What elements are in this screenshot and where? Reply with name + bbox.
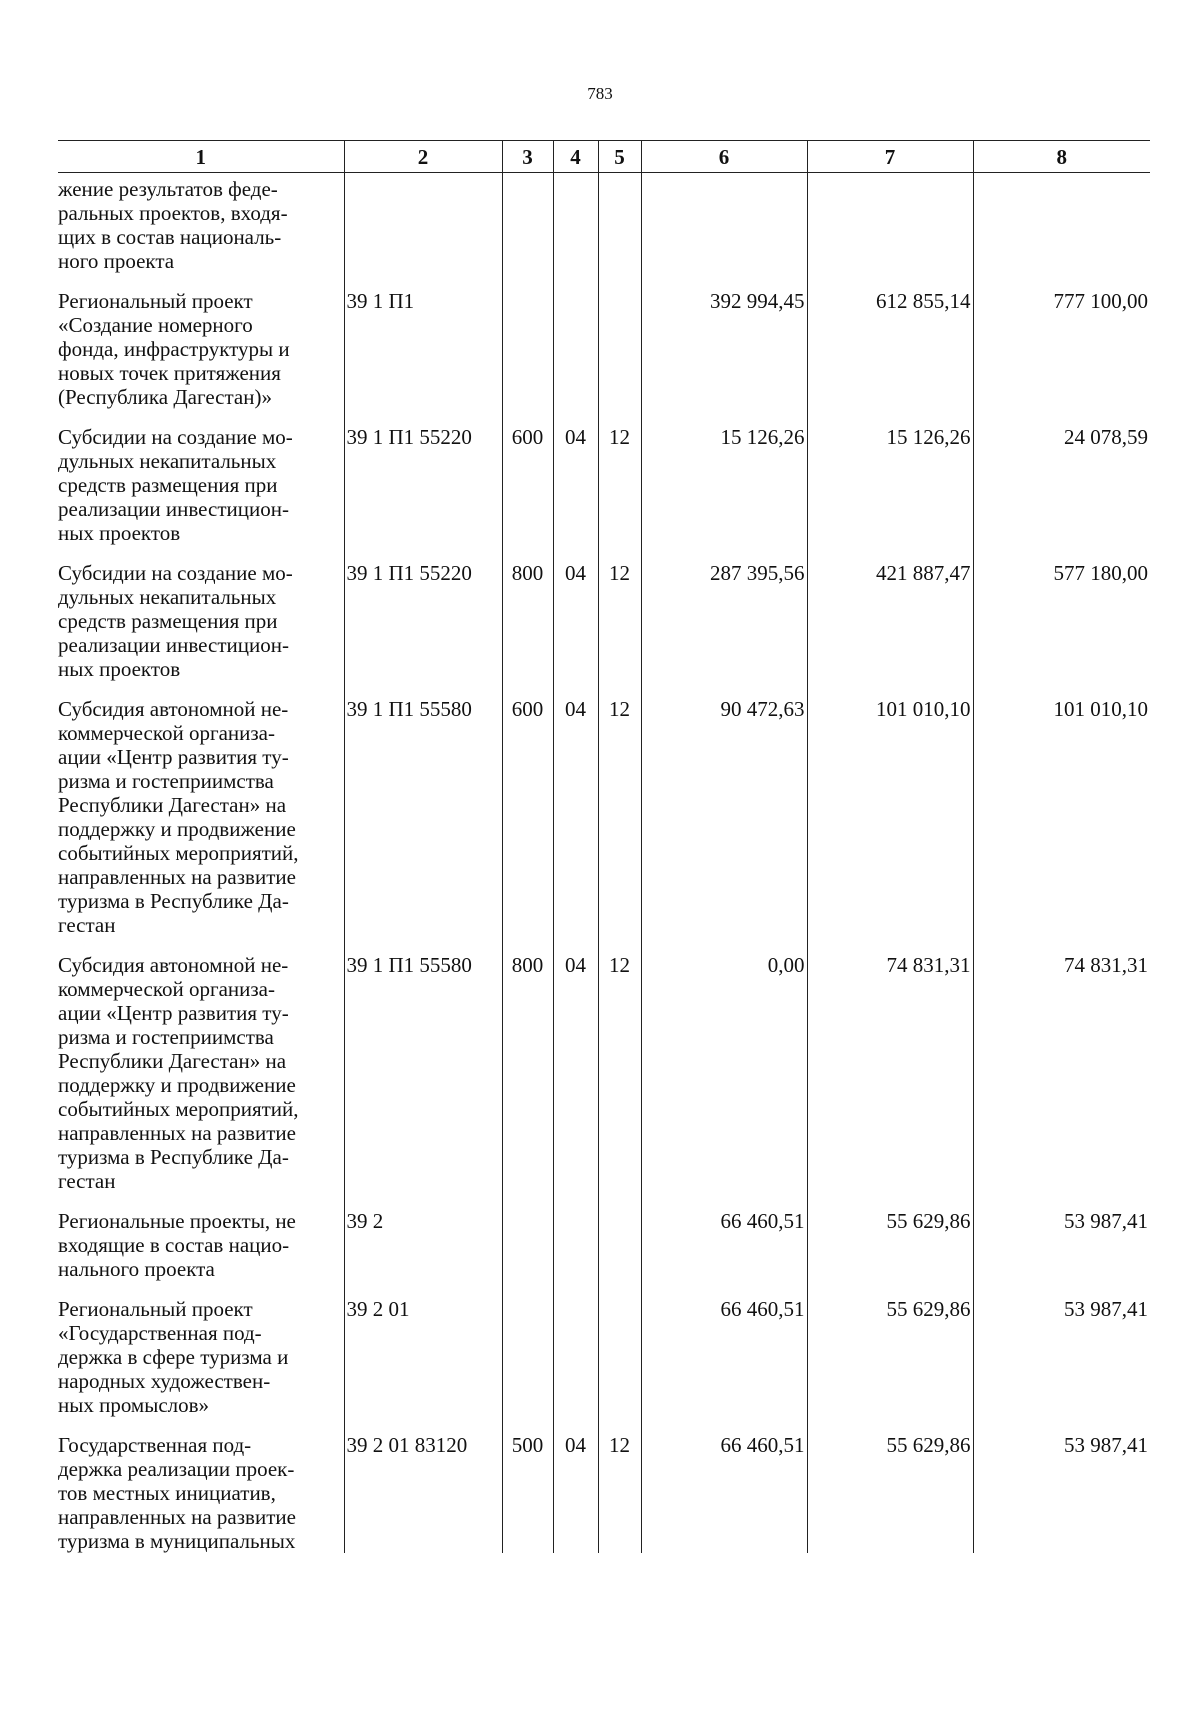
col-header-7: 7 [807, 141, 973, 173]
row-c3 [502, 173, 553, 274]
table-row [58, 545, 1150, 681]
row-name: Субсидии на создание мо- дульных некапитальных средств размещения при реализации инвестицион- ных проектов [58, 425, 293, 545]
row-c6: 90 472,63 [641, 681, 807, 937]
col-header-5: 5 [598, 141, 641, 173]
row-code: 39 1 П1 55580 [344, 937, 502, 1193]
row-c3: 600 [502, 409, 553, 545]
row-c7: 74 831,31 [807, 937, 973, 1193]
row-c4 [553, 273, 598, 409]
row-c7 [807, 173, 973, 274]
row-c7: 421 887,47 [807, 545, 973, 681]
row-c3: 800 [502, 937, 553, 1193]
col-header-8: 8 [973, 141, 1150, 173]
row-c3 [502, 1281, 553, 1417]
table-row [58, 937, 1150, 1193]
table-row [58, 273, 1150, 409]
row-name: жение результатов феде- ральных проектов, входя- щих в состав националь- ного проекта [58, 177, 288, 273]
col-header-6: 6 [641, 141, 807, 173]
row-name: Региональный проект «Государственная под- держка в сфере туризма и народных художествен- ных промыслов» [58, 1297, 289, 1417]
row-code: 39 1 П1 [344, 273, 502, 409]
row-c5: 12 [598, 545, 641, 681]
table-row [58, 1281, 1150, 1417]
row-name: Субсидия автономной не- коммерческой организа- ации «Центр развития ту- ризма и гостеприимства Республики Дагестан» на поддержку и продвижение событийных мероприятий, направленных на развитие туризма в Республике Да- гестан [58, 697, 299, 937]
row-name: Региональные проекты, не входящие в состав нацио- нального проекта [58, 1209, 296, 1281]
row-c8: 577 180,00 [973, 545, 1150, 681]
row-c6: 66 460,51 [641, 1281, 807, 1417]
budget-table [58, 140, 1150, 1553]
row-c8: 777 100,00 [973, 273, 1150, 409]
row-c7: 15 126,26 [807, 409, 973, 545]
row-c4 [553, 1193, 598, 1281]
row-c3: 800 [502, 545, 553, 681]
row-code [344, 173, 502, 274]
row-c6: 66 460,51 [641, 1193, 807, 1281]
row-c8 [973, 173, 1150, 274]
col-header-1: 1 [58, 141, 344, 173]
row-c8: 53 987,41 [973, 1417, 1150, 1553]
page-number: 783 [587, 84, 613, 103]
row-code: 39 1 П1 55580 [344, 681, 502, 937]
row-c5 [598, 273, 641, 409]
row-c7: 101 010,10 [807, 681, 973, 937]
row-c4: 04 [553, 1417, 598, 1553]
row-c3: 500 [502, 1417, 553, 1553]
row-c6: 66 460,51 [641, 1417, 807, 1553]
row-c8: 101 010,10 [973, 681, 1150, 937]
row-code: 39 1 П1 55220 [344, 409, 502, 545]
row-c6: 15 126,26 [641, 409, 807, 545]
row-c4: 04 [553, 409, 598, 545]
row-code: 39 2 01 [344, 1281, 502, 1417]
row-c4 [553, 173, 598, 274]
row-c7: 55 629,86 [807, 1281, 973, 1417]
table-row [58, 1417, 1150, 1553]
row-c6: 0,00 [641, 937, 807, 1193]
table-row [58, 1193, 1150, 1281]
table-row [58, 173, 1150, 274]
row-c5: 12 [598, 1417, 641, 1553]
row-c3 [502, 1193, 553, 1281]
row-c4: 04 [553, 681, 598, 937]
row-c3: 600 [502, 681, 553, 937]
row-c8: 74 831,31 [973, 937, 1150, 1193]
row-c6: 287 395,56 [641, 545, 807, 681]
row-c8: 24 078,59 [973, 409, 1150, 545]
row-c5: 12 [598, 937, 641, 1193]
row-c7: 55 629,86 [807, 1417, 973, 1553]
row-name: Государственная под- держка реализации проек- тов местных инициатив, направленных на развитие туризма в муниципальных [58, 1433, 296, 1553]
row-code: 39 2 01 83120 [344, 1417, 502, 1553]
row-c8: 53 987,41 [973, 1281, 1150, 1417]
row-c6 [641, 173, 807, 274]
row-c5 [598, 1281, 641, 1417]
row-c8: 53 987,41 [973, 1193, 1150, 1281]
col-header-3: 3 [502, 141, 553, 173]
row-c4: 04 [553, 937, 598, 1193]
row-c4: 04 [553, 545, 598, 681]
col-header-4: 4 [553, 141, 598, 173]
row-code: 39 2 [344, 1193, 502, 1281]
row-c3 [502, 273, 553, 409]
row-c5 [598, 1193, 641, 1281]
table-row [58, 681, 1150, 937]
row-c5: 12 [598, 681, 641, 937]
row-c7: 55 629,86 [807, 1193, 973, 1281]
row-code: 39 1 П1 55220 [344, 545, 502, 681]
row-name: Субсидии на создание мо- дульных некапитальных средств размещения при реализации инвестицион- ных проектов [58, 561, 293, 681]
row-name: Субсидия автономной не- коммерческой организа- ации «Центр развития ту- ризма и гостеприимства Республики Дагестан» на поддержку и продвижение событийных мероприятий, направленных на развитие туризма в Республике Да- гестан [58, 953, 299, 1193]
row-c7: 612 855,14 [807, 273, 973, 409]
row-c5: 12 [598, 409, 641, 545]
table-row [58, 409, 1150, 545]
row-c6: 392 994,45 [641, 273, 807, 409]
col-header-2: 2 [344, 141, 502, 173]
row-c5 [598, 173, 641, 274]
header-row [58, 141, 1150, 173]
row-name: Региональный проект «Создание номерного фонда, инфраструктуры и новых точек притяжения (Республика Дагестан)» [58, 289, 290, 409]
row-c4 [553, 1281, 598, 1417]
